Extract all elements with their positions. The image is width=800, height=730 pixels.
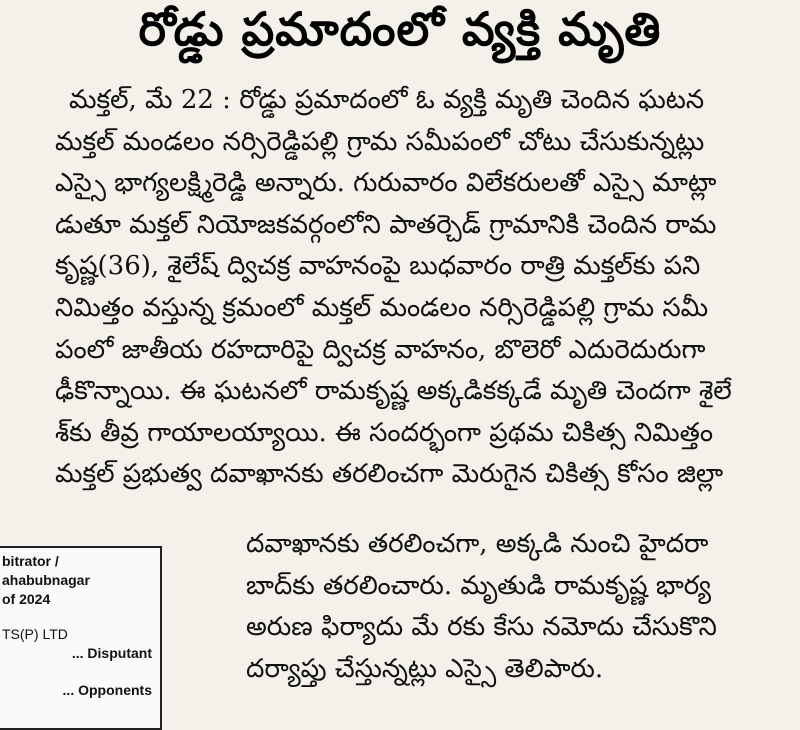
article-line: ఎస్సై భాగ్యలక్ష్మిరెడ్డి అన్నారు. గురువారం విలేకరులతో ఎస్సై మాట్లా [55, 168, 717, 199]
article-line: డుతూ మక్తల్ నియోజకవర్గంలోని పాతర్చెడ్ గ్రామానికి చెందిన రామ [55, 209, 717, 240]
ad-opponents: ... Opponents [62, 682, 152, 698]
article-line: ఢీకొన్నాయి. ఈ ఘటనలో రామకృష్ణ అక్కడికక్కడే మృతి చెందగా శైలే [55, 376, 732, 407]
headline: రోడ్డు ప్రమాదంలో వ్యక్తి మృతి [138, 2, 662, 56]
article-line: పంలో జాతీయ రహదారిపై ద్విచక్ర వాహనం, బొలెరో ఎదురెదురుగా [55, 334, 706, 365]
article-line: దవాఖానకు తరలించగా, అక్కడి నుంచి హైదరా [246, 529, 709, 559]
ad-disputant: ... Disputant [71, 645, 152, 661]
ad-line: bitrator / [2, 553, 59, 569]
article-line: అరుణ ఫిర్యాదు మే రకు కేసు నమోదు చేసుకొని [246, 612, 717, 643]
article-line: మక్తల్ ప్రభుత్వ దవాఖానకు తరలించగా మెరుగైన చికిత్స కోసం జిల్లా [55, 459, 724, 490]
ad-company: TS(P) LTD [2, 626, 68, 642]
article-line: మక్తల్, మే 22 : రోడ్డు ప్రమాదంలో ఓ వ్యక్తి మృతి చెందిన ఘటన [69, 85, 705, 115]
ad-line: ahabubnagar [2, 572, 90, 588]
article-line: బాద్‌కు తరలించారు. మృతుడి రామకృష్ణ భార్య [246, 570, 712, 601]
article-line: మక్తల్ మండలం నర్సిరెడ్డిపల్లి గ్రామ సమీపంలో చోటు చేసుకున్నట్లు [55, 126, 705, 157]
article-line: నిమిత్తం వస్తున్న క్రమంలో మక్తల్ మండలం నర్సిరెడ్డిపల్లి గ్రామ సమీ [55, 292, 709, 323]
article-line: దర్యాప్తు చేస్తున్నట్లు ఎస్సై తెలిపారు. [246, 653, 604, 684]
article-continuation [246, 524, 776, 690]
article-body [55, 80, 775, 496]
article-line: కృష్ణ(36), శైలేష్ ద్విచక్ర వాహనంపై బుధవారం రాత్రి మక్తల్‌కు పని [55, 251, 701, 282]
article-line: శ్‌కు తీవ్ర గాయాలయ్యాయి. ఈ సందర్భంగా ప్రథమ చికిత్స నిమిత్తం [55, 417, 714, 448]
ad-line: of 2024 [2, 591, 51, 607]
legal-notice-ad [0, 546, 162, 730]
